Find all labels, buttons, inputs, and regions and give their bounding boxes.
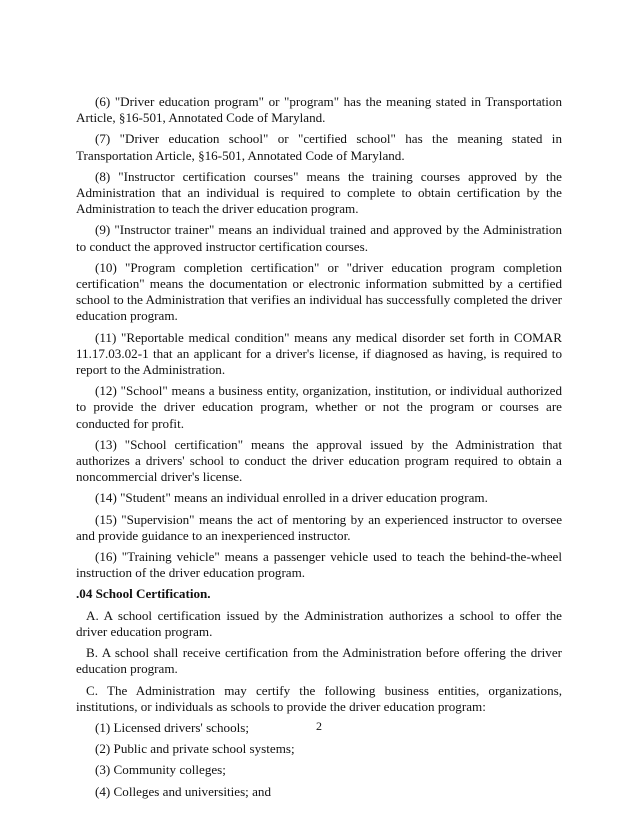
definition-12: (12) "School" means a business entity, organization, institution, or individual authorized to provide the driver education program, whether or not the program or courses are conducted for profit. [76,383,562,431]
definition-6: (6) "Driver education program" or "program" has the meaning stated in Transportation Article, §16-501, Annotated Code of Maryland. [76,94,562,126]
definition-7: (7) "Driver education school" or "certified school" has the meaning stated in Transportation Article, §16-501, Annotated Code of Maryland. [76,131,562,163]
definition-10: (10) "Program completion certification" or "driver education program completion certification" means the documentation or electronic information submitted by a certified school to the Administration that verifies an individual has successfully completed the driver education program. [76,259,562,324]
definition-13: (13) "School certification" means the approval issued by the Administration that authorizes a drivers' school to conduct the driver education program required to obtain a noncommercial driver's license. [76,436,562,485]
section-heading: .04 School Certification. [76,586,211,602]
section-paragraph-b: B. A school shall receive certification from the Administration before offering the driver education program. [76,645,562,677]
section-paragraph-c: C. The Administration may certify the following business entities, organizations, institutions, or individuals as schools to provide the driver education program: [76,682,562,714]
page-number: 2 [316,719,322,733]
document-body [76,94,562,805]
section-paragraph-a: A. A school certification issued by the Administration authorizes a school to offer the driver education program. [76,607,562,639]
list-item: (4) Colleges and universities; and [95,783,271,799]
definition-14: (14) "Student" means an individual enrolled in a driver education program. [95,490,488,506]
definition-16: (16) "Training vehicle" means a passenger vehicle used to teach the behind-the-wheel instruction of the driver education program. [76,549,562,581]
list-item: (3) Community colleges; [95,762,226,778]
definition-9: (9) "Instructor trainer" means an individual trained and approved by the Administration to conduct the approved instructor certification courses. [76,222,562,254]
list-item: (1) Licensed drivers' schools; [95,719,249,735]
definition-8: (8) "Instructor certification courses" means the training courses approved by the Administration that an individual is required to complete to obtain certification by the Administration to teach the driver education program. [76,168,562,217]
definition-11: (11) "Reportable medical condition" means any medical disorder set forth in COMAR 11.17.03.02-1 that an applicant for a driver's license, if diagnosed as having, is required to report to the Administration. [76,329,562,378]
definition-15: (15) "Supervision" means the act of mentoring by an experienced instructor to oversee and provide guidance to an inexperienced instructor. [76,511,562,543]
list-item: (2) Public and private school systems; [95,741,295,757]
